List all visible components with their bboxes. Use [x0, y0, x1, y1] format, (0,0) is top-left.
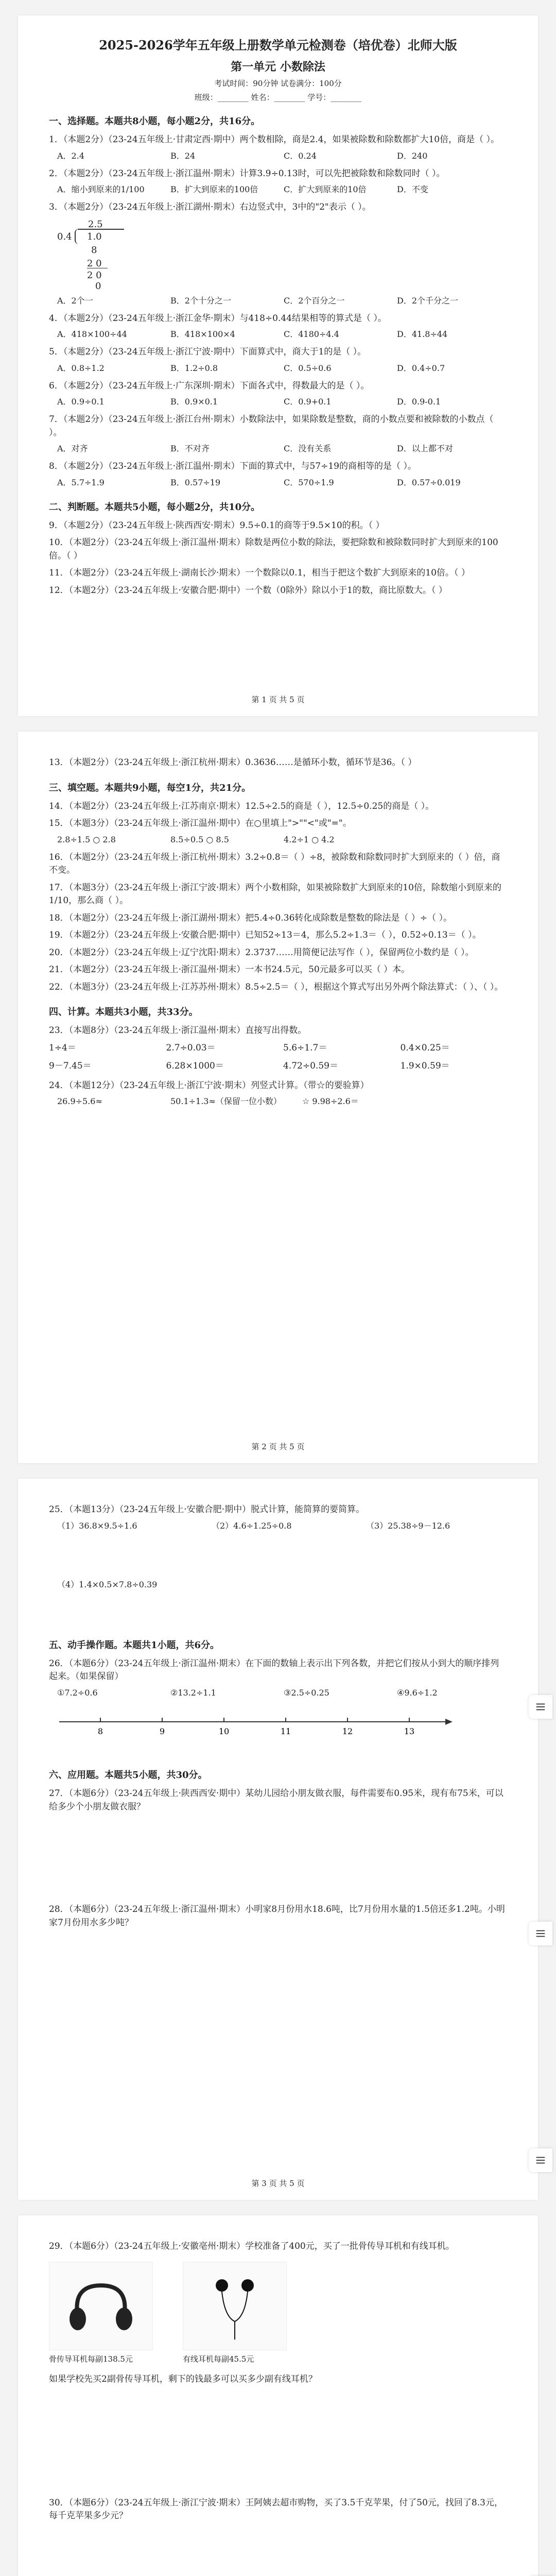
question-1: 1．（本题2分）（23-24五年级上·甘肃定西·期中）两个数相除，商是2.4，如果被除数和除数都扩大10倍，商是（ ）。: [49, 134, 500, 145]
option[interactable]: D．以上都不对: [397, 444, 453, 453]
question-5: 5．（本题2分）（23-24五年级上·浙江宁波·期中）下面算式中，商大于1的是（ ）。: [49, 347, 367, 357]
option[interactable]: B．2个十分之一: [170, 295, 231, 306]
option[interactable]: D．2个千分之一: [397, 295, 459, 306]
compare-item: 8.5÷0.5 ○ 8.5: [170, 834, 229, 844]
step: 0: [95, 280, 101, 292]
vertical-calc-items: [57, 1095, 507, 1108]
calc-item: 4.72÷0.59＝: [283, 1061, 338, 1071]
question-14: 14．（本题2分）（23-24五年级上·江苏南京·期末）12.5÷2.5的商是（ ），12.5÷0.25的商是（ ）。: [49, 801, 435, 811]
calc-item: 26.9÷5.6≈: [57, 1096, 102, 1106]
question-12: 12．（本题2分）（23-24五年级上·安徽合肥·期中）一个数（0除外）除以小于1的数，商比原数大。（ ）: [49, 585, 447, 596]
option[interactable]: C．0.5÷0.6: [284, 363, 332, 373]
q2-options: [57, 183, 507, 196]
q3-options: [57, 295, 507, 307]
page-number: 第 3 页 共 5 页: [251, 2179, 305, 2188]
product-photos: [49, 2262, 507, 2365]
option[interactable]: D．240: [397, 150, 428, 161]
q26-numbers: [57, 1687, 507, 1699]
option[interactable]: A．对齐: [57, 444, 88, 453]
q7-options: [57, 443, 507, 455]
step: 2 0: [87, 258, 102, 269]
q4-options: [57, 328, 507, 341]
tick-label: 12: [342, 1726, 353, 1736]
question-9: 9．（本题2分）（23-24五年级上·陕西西安·期末）9.5÷0.1的商等于9.5×10的积。（ ）: [49, 520, 385, 531]
photo-caption: 骨传导耳机每副138.5元: [49, 2354, 133, 2364]
question-11: 11．（本题2分）（23-24五年级上·湖南长沙·期末）一个数除以0.1，相当于把这个数扩大到原来的10倍。（ ）: [49, 568, 470, 578]
calc-item: 9－7.45＝: [49, 1061, 92, 1071]
calc-item: （2）4.6÷1.25÷0.8: [212, 1520, 292, 1531]
question-10: 10．（本题2分）（23-24五年级上·浙江温州·期末）除数是两位小数的除法，要把除数和被除数同时扩大到原来的100倍。（ ）: [49, 537, 498, 561]
step: 2 0: [87, 268, 108, 282]
option[interactable]: A．5.7÷1.9: [57, 477, 105, 487]
option[interactable]: D．0.57÷0.019: [397, 477, 461, 487]
option[interactable]: B．扩大到原来的100倍: [170, 184, 258, 194]
option[interactable]: C．0.24: [284, 150, 317, 161]
exam-page-4: [18, 2215, 538, 2576]
question-26: 26．（本题6分）（23-24五年级上·浙江温州·期末）在下面的数轴上表示出下列各数，并把它们按从小到大的顺序排列起来。（如果保留）: [49, 1658, 499, 1682]
calc-item: 1.9×0.59＝: [400, 1061, 450, 1071]
earphone-icon: [196, 2270, 273, 2342]
tick-label: 8: [97, 1726, 103, 1736]
question-29: 29．（本题6分）（23-24五年级上·安徽亳州·期末）学校准备了400元，买了一批骨传导耳机和有线耳机。: [49, 2241, 455, 2251]
step: 8: [91, 244, 97, 256]
q15-items: [57, 834, 507, 846]
number-item: ②13.2÷1.1: [170, 1687, 216, 1698]
compare-item: 4.2÷1 ○ 4.2: [284, 834, 335, 844]
question-8: 8．（本题2分）（23-24五年级上·浙江温州·期末）下面的算式中，与57÷19的商相等的是（ ）。: [49, 461, 416, 471]
option[interactable]: A．缩小到原来的1/100: [57, 184, 145, 194]
option[interactable]: A．2个一: [57, 295, 93, 306]
section-operation: 五、动手操作题。本题共1小题，共6分。: [49, 1639, 220, 1651]
number-line: [49, 1711, 461, 1742]
tick-label: 13: [404, 1726, 415, 1736]
section-calc: 四、计算。本题共3小题，共33分。: [49, 1007, 198, 1018]
question-6: 6．（本题2分）（23-24五年级上·广东深圳·期末）下面各式中，得数最大的是（ ）。: [49, 380, 370, 391]
calc-item: （3）25.38÷9－12.6: [366, 1520, 450, 1531]
calc-item: 0.4×0.25＝: [400, 1042, 450, 1053]
question-22: 22．（本题3分）（23-24五年级上·江苏苏州·期末）8.5÷2.5＝（ ），根据这个算式写出另外两个除法算式：（ ）、（ ）。: [49, 981, 503, 992]
question-16: 16．（本题2分）（23-24五年级上·浙江杭州·期末）3.2÷0.8＝（ ）÷8，被除数和除数同时扩大到原来的（ ）倍，商不变。: [49, 852, 500, 875]
question-23: 23．（本题8分）（23-24五年级上·浙江温州·期末）直接写出得数。: [49, 1025, 307, 1036]
headphone-icon: [62, 2275, 140, 2337]
question-19: 19．（本题2分）（23-24五年级上·安徽合肥·期中）已知52÷13＝4，那么5.2÷1.3＝（ ），0.52÷0.13＝（ ）。: [49, 930, 481, 940]
calc-item: （4）1.4×0.5×7.8÷0.39: [57, 1579, 158, 1589]
section-choice: 一、选择题。本题共8小题，每小题2分，共16分。: [49, 116, 260, 127]
oral-calc-grid: [49, 1042, 507, 1073]
option[interactable]: C．570÷1.9: [284, 477, 334, 487]
question-2: 2．（本题2分）（23-24五年级上·浙江温州·期末）计算3.9÷0.13时，可以先把被除数和除数同时（ ）。: [49, 168, 445, 179]
option[interactable]: D．不变: [397, 184, 428, 194]
section-fill: 三、填空题。本题共9小题，每空1分，共21分。: [49, 782, 251, 793]
option[interactable]: B．不对齐: [170, 444, 210, 453]
q8-options: [57, 477, 507, 489]
q5-options: [57, 362, 507, 375]
tick-label: 10: [218, 1726, 230, 1736]
menu-icon: [535, 1928, 546, 1939]
option[interactable]: D．0.4÷0.7: [397, 363, 445, 373]
option[interactable]: B．24: [170, 150, 196, 161]
question-30: 30．（本题6分）（23-24五年级上·浙江宁波·期末）王阿姨去超市购物，买了3.5千克苹果，付了50元，找回了8.3元，每千克苹果多少元？: [49, 2497, 503, 2521]
tick-label: 9: [159, 1726, 165, 1736]
compare-item: 2.8÷1.5 ○ 2.8: [57, 834, 116, 844]
menu-icon: [535, 1701, 546, 1713]
option[interactable]: B．0.57÷19: [170, 477, 221, 487]
option[interactable]: C．0.9+0.1: [284, 397, 332, 406]
divisor: 0.4: [57, 231, 72, 242]
exam-page-1: [18, 15, 538, 716]
page-number: 第 2 页 共 5 页: [251, 1442, 305, 1451]
option[interactable]: C．扩大到原来的10倍: [284, 184, 367, 194]
question-21: 21．（本题2分）（23-24五年级上·浙江温州·期末）一本书24.5元，50元最多可以买（ ）本。: [49, 964, 410, 975]
photo-caption: 有线耳机每副45.5元: [183, 2354, 254, 2364]
tick-label: 11: [280, 1726, 291, 1736]
option[interactable]: D．0.9-0.1: [397, 397, 441, 406]
bone-conduction-photo: [49, 2262, 152, 2365]
calc-item: 2.7÷0.03＝: [166, 1042, 216, 1053]
wired-earphone-photo: [183, 2262, 286, 2365]
section-application: 六、应用题。本题共5小题，共30分。: [49, 1770, 207, 1781]
student-info: 班级：________ 姓名：________ 学号：________: [194, 92, 362, 102]
option[interactable]: B．1.2÷0.8: [170, 363, 218, 373]
exam-meta: 考试时间：90分钟 试卷满分：100分: [214, 79, 342, 88]
calc-item: ☆ 9.98÷2.6＝: [302, 1096, 359, 1106]
quotient: 2.5: [88, 218, 103, 230]
question-13: 13．（本题2分）（23-24五年级上·浙江杭州·期末）0.3636……是循环小数，循环节是36。（ ）: [49, 757, 417, 768]
option[interactable]: A．0.8÷1.2: [57, 363, 105, 373]
calc-item: 50.1÷1.3≈（保留一位小数）: [170, 1096, 282, 1106]
option[interactable]: A．2.4: [57, 150, 85, 161]
question-15: 15．（本题3分）（23-24五年级上·浙江温州·期中）在○里填上">""<"或"="。: [49, 818, 352, 828]
long-division-figure: [57, 217, 134, 290]
number-item: ③2.5÷0.25: [284, 1687, 329, 1698]
unit-title: 第一单元 小数除法: [231, 60, 325, 74]
number-item: ④9.6÷1.2: [397, 1687, 438, 1698]
dividend: 1.0: [87, 231, 102, 242]
q25-items: [57, 1520, 507, 1591]
question-4: 4．（本题2分）（23-24五年级上·浙江金华·期末）与418÷0.44结果相等的算式是（ ）。: [49, 313, 387, 324]
option[interactable]: C．2个百分之一: [284, 295, 345, 306]
question-28: 28．（本题6分）（23-24五年级上·浙江温州·期末）小明家8月份用水18.6吨，比7月份用水量的1.5倍还多1.2吨。小明家7月份用水多少吨？: [49, 1904, 505, 1928]
q6-options: [57, 396, 507, 408]
calc-item: 5.6÷1.7＝: [283, 1042, 327, 1053]
question-18: 18．（本题2分）（23-24五年级上·浙江湖州·期末）把5.4÷0.36转化成除数是整数的除法是（ ）÷（ ）。: [49, 912, 452, 923]
option[interactable]: D．41.8÷44: [397, 329, 448, 339]
section-judge: 二、判断题。本题共5小题，每小题2分，共10分。: [49, 501, 260, 513]
question-25: 25．（本题13分）（23-24五年级上·安徽合肥·期中）脱式计算，能简算的要简算。: [49, 1504, 365, 1515]
question-29-ask: 如果学校先买2副骨传导耳机，剩下的钱最多可以买多少副有线耳机？: [49, 2374, 317, 2384]
calc-item: 6.28×1000＝: [166, 1061, 224, 1071]
calc-item: （1）36.8×9.5÷1.6: [57, 1520, 137, 1531]
option[interactable]: B．418×100×4: [170, 329, 235, 339]
page-number: 第 1 页 共 5 页: [251, 695, 305, 704]
q1-options: [57, 150, 507, 162]
menu-toggle-button[interactable]: [529, 1695, 552, 1719]
question-7: 7．（本题2分）（23-24五年级上·浙江台州·期末）小数除法中，如果除数是整数，商的小数点要和被除数的小数点（ ）。: [49, 414, 494, 438]
menu-toggle-button[interactable]: [529, 1922, 552, 1945]
number-item: ①7.2÷0.6: [57, 1687, 98, 1698]
question-20: 20．（本题2分）（23-24五年级上·辽宁沈阳·期末）2.3737……用简便记法写作（ ），保留两位小数约是（ ）。: [49, 947, 474, 958]
exam-page-3: [18, 1479, 538, 2200]
question-3: 3．（本题2分）（23-24五年级上·浙江湖州·期末）右边竖式中，3中的"2"表示（ ）。: [49, 202, 371, 212]
option[interactable]: C．没有关系: [284, 444, 332, 453]
menu-toggle-button[interactable]: [529, 2148, 552, 2172]
option[interactable]: C．4180÷4.4: [284, 329, 339, 339]
option[interactable]: A．0.9÷0.1: [57, 397, 105, 406]
option[interactable]: B．0.9×0.1: [170, 397, 218, 406]
exam-page-2: [18, 732, 538, 1463]
exam-title: 2025-2026学年五年级上册数学单元检测卷（培优卷）北师大版: [99, 38, 457, 53]
question-17: 17．（本题3分）（23-24五年级上·浙江宁波·期末）两个小数相除，如果被除数扩大到原来的10倍，除数缩小到原来的1/10，那么商（ ）。: [49, 882, 501, 906]
question-27: 27．（本题6分）（23-24五年级上·陕西西安·期中）某幼儿园给小朋友做衣服，每件需要布0.95米，现有布75米，可以给多少个小朋友做衣服？: [49, 1788, 503, 1812]
calc-item: 1÷4＝: [49, 1042, 76, 1053]
menu-icon: [535, 2155, 546, 2166]
option[interactable]: A．418×100÷44: [57, 329, 127, 339]
question-24: 24．（本题12分）（23-24五年级上·浙江宁波·期末）列竖式计算。（带☆的要验算）: [49, 1080, 369, 1091]
